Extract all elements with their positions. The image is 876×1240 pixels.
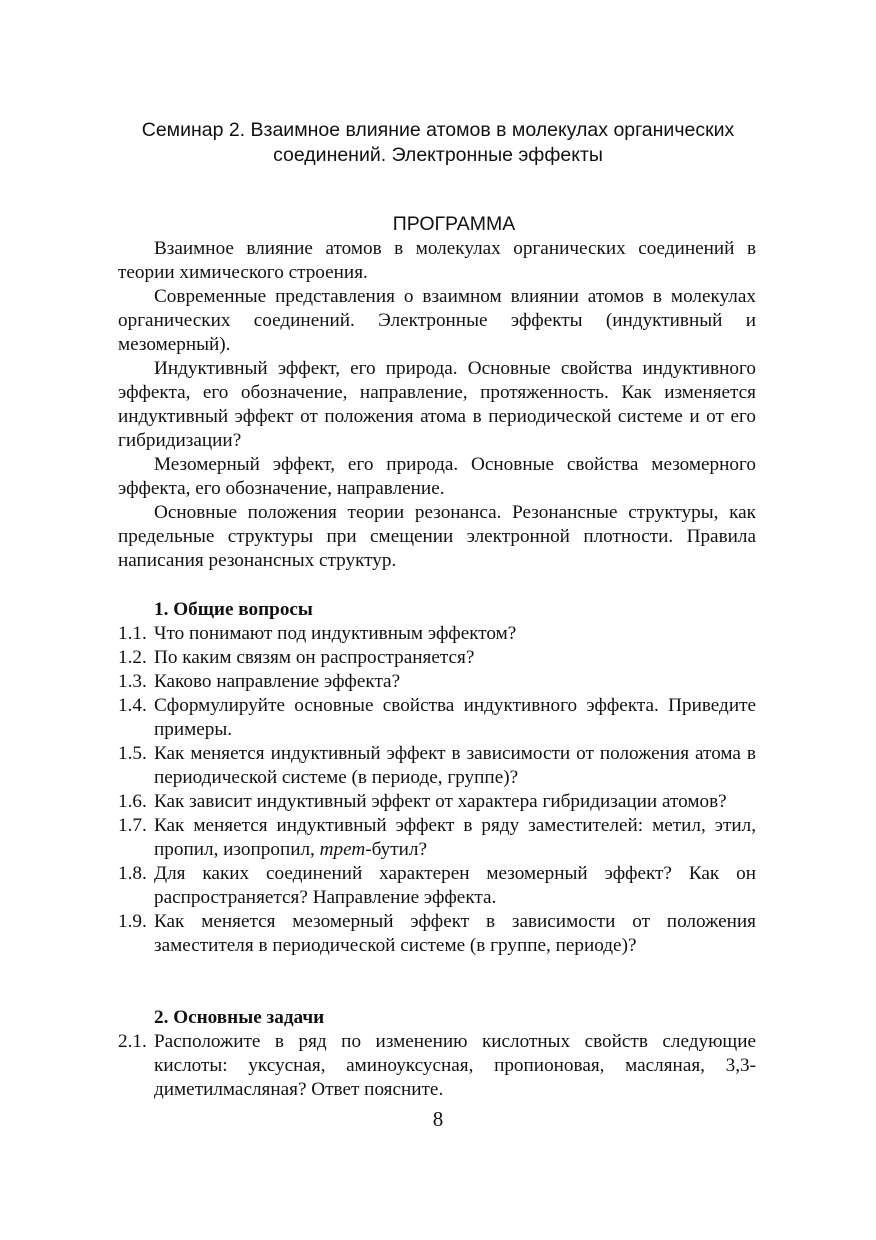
section-1-question-list (118, 622, 756, 958)
program-heading: ПРОГРАММА (392, 213, 516, 235)
section-1-title: 1. Общие вопросы (154, 599, 313, 620)
question-item (118, 742, 756, 790)
question-number: 1.2. (118, 647, 147, 668)
question-item (118, 694, 756, 742)
question-text: Расположите в ряд по изменению кислотных свойств следующие кислоты: уксусная, аминоуксусная, пропионовая, масляная, 3,3-диметилмасляная? Ответ поясните. (154, 1031, 756, 1100)
question-text: По каким связям он распространяется? (154, 647, 475, 668)
question-text: Сформулируйте основные свойства индуктивного эффекта. Приведите примеры. (154, 695, 756, 740)
question-text: Для каких соединений характерен мезомерный эффект? Как он распространяется? Направление эффекта. (154, 863, 756, 908)
seminar-title-line-2: соединений. Электронные эффекты (273, 144, 603, 166)
question-number: 1.9. (118, 911, 147, 932)
program-paragraph: Взаимное влияние атомов в молекулах органических соединений в теории химического строения. (118, 238, 756, 283)
question-item (118, 646, 756, 670)
question-number: 1.5. (118, 743, 147, 764)
question-item (118, 790, 756, 814)
program-paragraph: Мезомерный эффект, его природа. Основные свойства мезомерного эффекта, его обозначение, направление. (118, 454, 756, 499)
section-2-question-list (118, 1030, 756, 1102)
question-item (118, 814, 756, 862)
seminar-title (100, 118, 776, 168)
question-item (118, 622, 756, 646)
page-number: 8 (432, 1107, 444, 1131)
question-item (118, 670, 756, 694)
section-2-title: 2. Основные задачи (154, 1007, 325, 1028)
program-paragraph: Индуктивный эффект, его природа. Основные свойства индуктивного эффекта, его обозначение, направление, протяженность. Как изменяется индуктивный эффект от положения атома в периодической системе и от его гибридизации? (118, 358, 756, 451)
question-text-before: Как меняется индуктивный эффект в ряду заместителей: метил, этил, пропил, изопропил, (154, 815, 756, 860)
question-text: Как меняется индуктивный эффект в зависимости от положения атома в периодической системе (в периоде, группе)? (154, 743, 756, 788)
question-text-after: -бутил? (365, 839, 427, 860)
seminar-title-line-1: Семинар 2. Взаимное влияние атомов в молекулах органических (141, 119, 735, 141)
question-text: Как зависит индуктивный эффект от характера гибридизации атомов? (154, 791, 727, 812)
program-paragraph: Современные представления о взаимном влиянии атомов в молекулах органических соединений. Электронные эффекты (индуктивный и мезомерный). (118, 286, 756, 355)
question-text: Что понимают под индуктивным эффектом? (154, 623, 517, 644)
question-number: 1.7. (118, 815, 147, 836)
question-item (118, 862, 756, 910)
program-paragraph: Основные положения теории резонанса. Резонансные структуры, как предельные структуры при смещении электронной плотности. Правила написания резонансных структур. (118, 502, 756, 571)
question-text: Как меняется мезомерный эффект в зависимости от положения заместителя в периодической системе (в группе, периоде)? (154, 911, 756, 956)
question-number: 1.8. (118, 863, 147, 884)
question-item (118, 1030, 756, 1102)
question-item (118, 910, 756, 958)
question-number: 1.3. (118, 671, 147, 692)
question-text: Каково направление эффекта? (154, 671, 401, 692)
question-number: 1.1. (118, 623, 147, 644)
question-number: 1.4. (118, 695, 147, 716)
question-text-italic: трет (319, 839, 366, 860)
program-text (118, 237, 756, 573)
question-number: 1.6. (118, 791, 147, 812)
question-number: 2.1. (118, 1031, 147, 1052)
